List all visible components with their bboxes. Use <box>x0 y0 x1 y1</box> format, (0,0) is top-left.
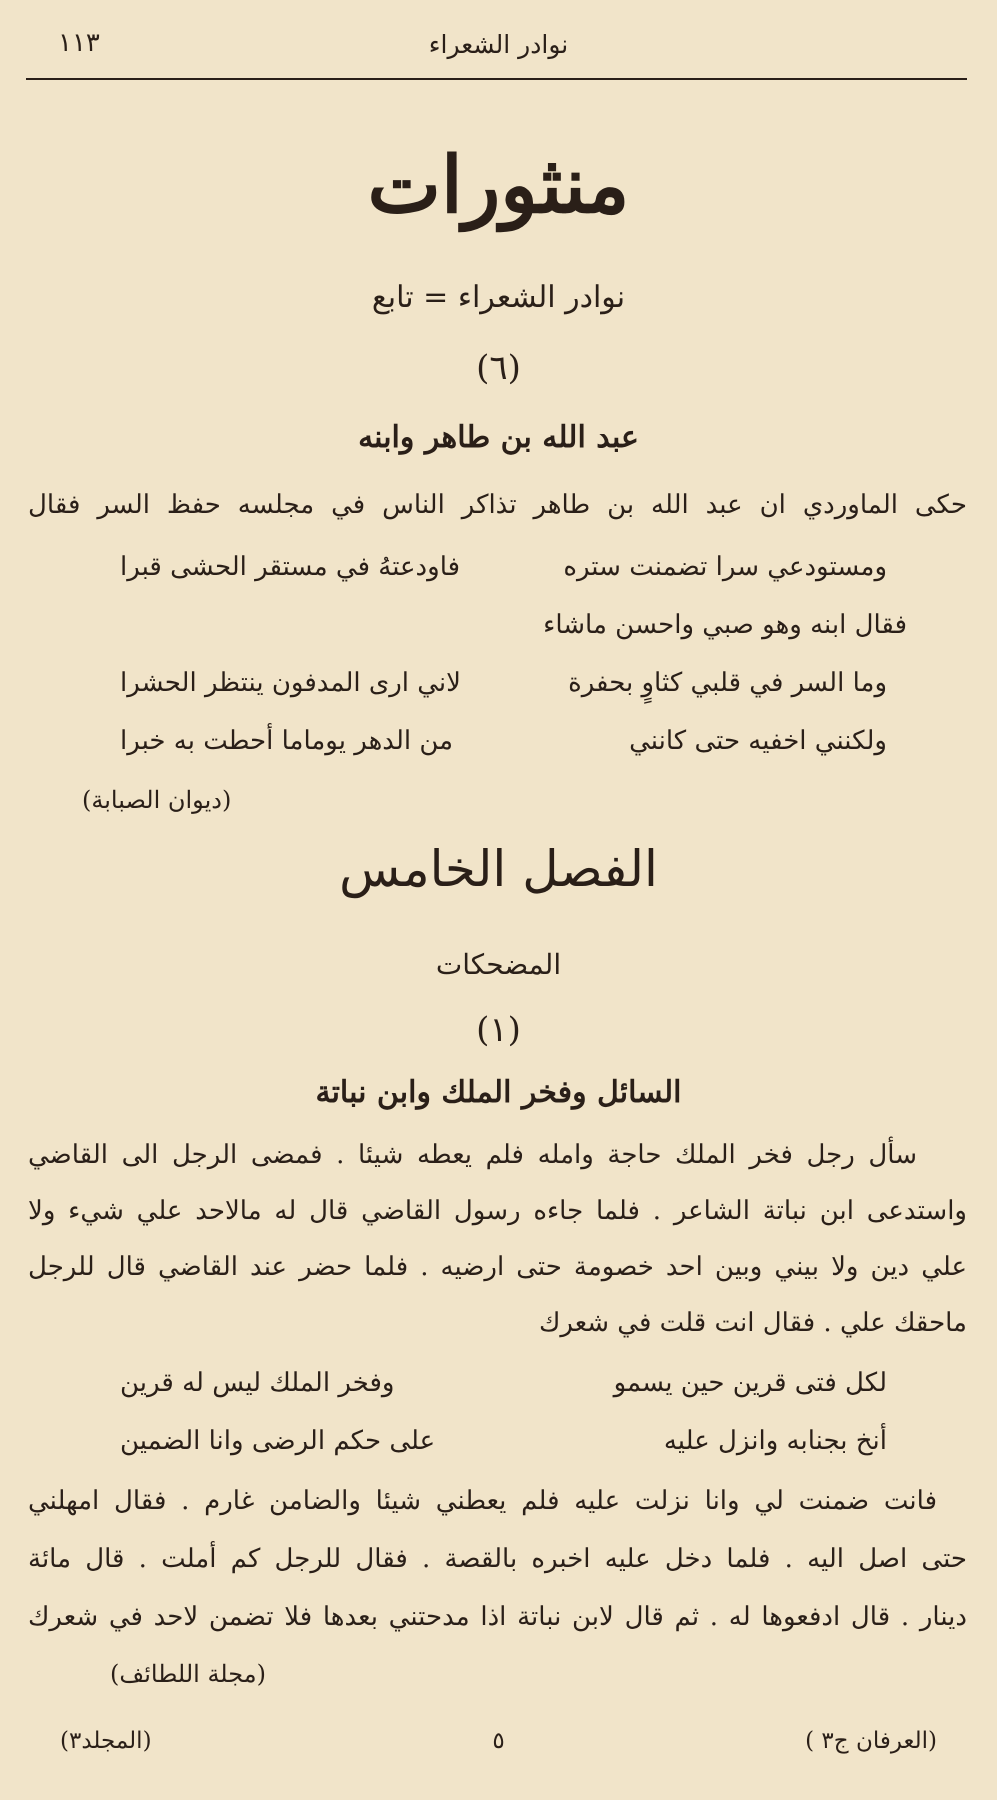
footer-journal: (العرفان ج٣ ) <box>805 1728 937 1754</box>
verse-hemistich: لكل فتى قرين حين يسمو <box>613 1368 887 1398</box>
paragraph-line: حكى الماوردي ان عبد الله بن طاهر تذاكر الناس في مجلسه حفظ السر فقال <box>28 490 967 520</box>
header-rule <box>26 78 967 80</box>
paragraph-line: واستدعى ابن نباتة الشاعر . فلما جاءه رسول القاضي قال له مالاحد علي شيء ولا <box>28 1196 967 1226</box>
paragraph-line: ماحقك علي . فقال انت قلت في شعرك <box>538 1308 967 1338</box>
verse-hemistich: فاودعتهُ في مستقر الحشى قبرا <box>120 552 461 582</box>
source-citation: (مجلة اللطائف) <box>110 1660 266 1688</box>
page-footer <box>60 1728 937 1768</box>
verse-hemistich: ولكنني اخفيه حتى كانني <box>629 726 887 756</box>
verse-hemistich: ومستودعي سرا تضمنت ستره <box>563 552 887 582</box>
paragraph-line: فانت ضمنت لي وانا نزلت عليه فلم يعطني شيئا والضامن غارم . فقال امهلني <box>28 1486 937 1516</box>
verse-hemistich: لاني ارى المدفون ينتظر الحشرا <box>120 668 461 698</box>
verse-hemistich: أنخ بجنابه وانزل عليه <box>663 1426 887 1456</box>
source-citation: (ديوان الصبابة) <box>82 786 232 814</box>
footer-volume: (المجلد٣) <box>60 1728 152 1754</box>
verse-hemistich: وما السر في قلبي كثاوٍ بحفرة <box>568 668 887 698</box>
paragraph-line: حتى اصل اليه . فلما دخل عليه اخبره بالقصة . فقال للرجل كم أملت . قال مائة <box>28 1544 967 1574</box>
paragraph-line: سأل رجل فخر الملك حاجة وامله فلم يعطه شيئا . فمضى الرجل الى القاضي <box>28 1140 917 1170</box>
section-title: منثورات <box>367 140 630 231</box>
item-heading: عبد الله بن طاهر وابنه <box>358 420 639 455</box>
running-header <box>40 28 957 68</box>
paragraph-line: علي دين ولا بيني وبين احد خصومة حتى ارضيه . فلما حضر عند القاضي قال للرجل <box>28 1252 967 1282</box>
verse-hemistich: على حكم الرضى وانا الضمين <box>120 1426 436 1456</box>
verse-hemistich: من الدهر يوماما أحطت به خبرا <box>120 726 454 756</box>
item-heading: السائل وفخر الملك وابن نباتة <box>315 1075 682 1110</box>
page-number: ١١٣ <box>58 28 100 58</box>
item-number: (٦) <box>476 348 521 388</box>
running-title: نوادر الشعراء <box>428 30 569 59</box>
paragraph-line: فقال ابنه وهو صبي واحسن ماشاء <box>543 610 907 640</box>
footer-folio: ٥ <box>492 1728 505 1754</box>
verse-hemistich: وفخر الملك ليس له قرين <box>120 1368 395 1398</box>
paragraph-line: دينار . قال ادفعوها له . ثم قال لابن نباتة اذا مدحتني بعدها فلا تضمن لاحد في شعرك <box>28 1602 967 1632</box>
chapter-title: الفصل الخامس <box>339 840 658 898</box>
chapter-subtitle: المضحكات <box>435 948 562 981</box>
item-number: (١) <box>476 1010 521 1050</box>
section-subtitle: نوادر الشعراء = تابع <box>371 280 626 315</box>
